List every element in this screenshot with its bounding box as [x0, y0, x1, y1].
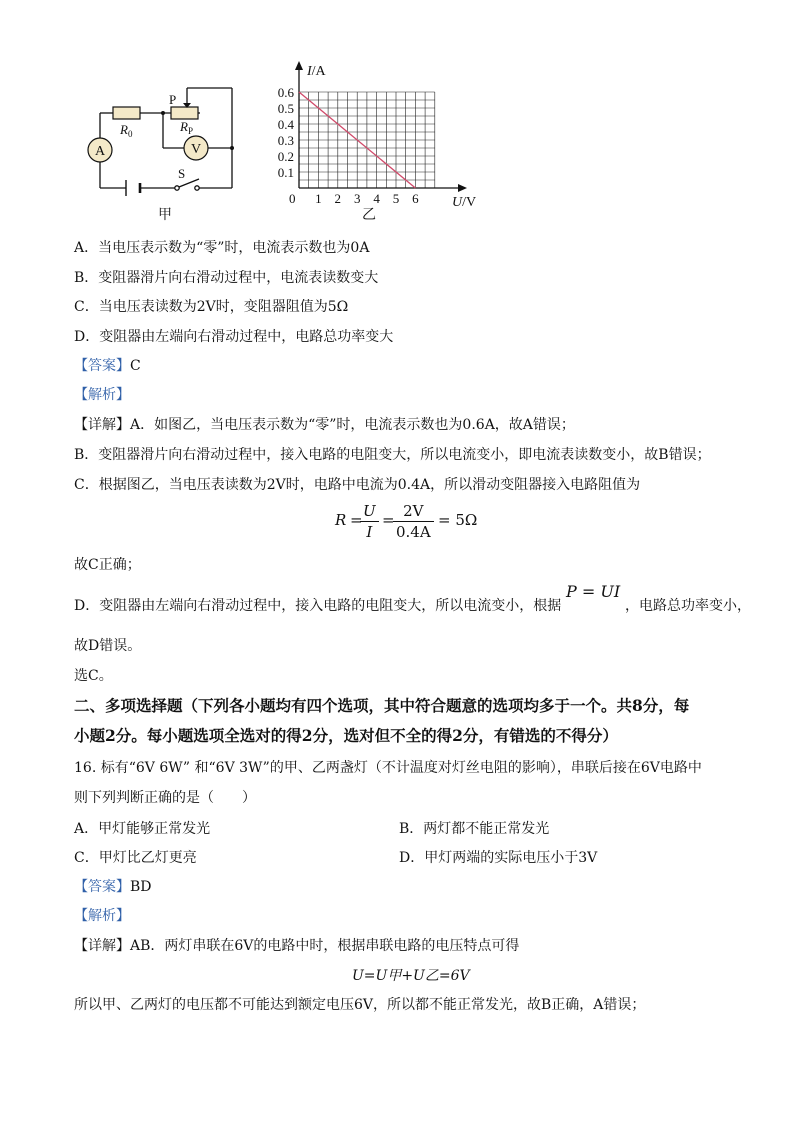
- y-axis-arrow: [295, 61, 303, 70]
- r0-label: $R_0$: [120, 122, 133, 139]
- battery: [126, 180, 140, 196]
- formula-frac-values: [393, 501, 434, 542]
- q16-detail-ab: [74, 936, 519, 956]
- x-axis-label: U/V: [452, 195, 477, 210]
- x-tick-label: 2: [334, 191, 342, 206]
- ammeter-label: A: [94, 144, 106, 159]
- origin-label: 0: [289, 191, 296, 206]
- formula-2v: 2V: [393, 501, 434, 522]
- y-tick-label: 0.5: [277, 101, 294, 116]
- detail-a-text: A．如图乙，当电压表示数为“零”时，电流表示数也为0.6A，故A错误；: [130, 417, 575, 433]
- rp-label: $R_P$: [180, 119, 193, 136]
- q15-option-a: A．当电压表示数为“零”时，电流表示数也为0A: [74, 240, 370, 256]
- q15-detail-d-1: D．变阻器由左端向右滑动过程中，接入电路的电阻变大，所以电流变小，根据: [74, 598, 562, 614]
- y-tick-label: 0.4: [277, 117, 294, 132]
- q15-detail-d-2: ，电路总功率变小，: [625, 598, 751, 614]
- q16-option-b: B．两灯都不能正常发光: [399, 821, 550, 837]
- q15-detail-b: B．变阻器滑片向右滑动过程中，接入电路的电阻变大，所以电流变小，即电流表读数变小，故B错误；: [74, 447, 711, 463]
- x-tick-label: 3: [353, 191, 361, 206]
- x-axis-arrow: [458, 184, 467, 192]
- detail-tag: 【详解】: [74, 417, 130, 433]
- q16-conclusion: 所以甲、乙两灯的电压都不可能达到额定电压6V，所以都不能正常发光，故B正确，A错误；: [74, 997, 646, 1013]
- detail-ab-text: AB．两灯串联在6V的电路中时，根据串联电路的电压特点可得: [130, 938, 520, 954]
- q16-answer: [74, 877, 152, 897]
- y-tick-label: 0.2: [277, 149, 294, 164]
- voltmeter: [184, 136, 208, 160]
- circuit-diagram: [100, 88, 232, 188]
- q15-conclusion-c: 故C正确；: [74, 557, 141, 573]
- formula-04a: 0.4A: [396, 523, 431, 541]
- answer-value: BD: [130, 879, 152, 895]
- formula-r: R: [335, 511, 347, 529]
- caption-jia: 甲: [158, 208, 172, 223]
- formula-result: = 5Ω: [438, 511, 478, 529]
- q15-answer: [74, 356, 141, 376]
- q15-detail-c: C．根据图乙，当电压表读数为2V时，电路中电流为0.4A，所以滑动变阻器接入电路阻值为: [74, 477, 641, 493]
- ammeter: [88, 138, 112, 162]
- section2-heading-2: 小题2分。每小题选项全选对的得2分，选对但不全的得2分，有错选的不得分）: [74, 726, 618, 745]
- caption-yi: 乙: [362, 208, 376, 223]
- y-axis-label: I/A: [307, 64, 326, 79]
- y-tick-label: 0.1: [277, 165, 294, 180]
- iu-chart: [278, 61, 476, 223]
- x-tick-label: 6: [412, 191, 419, 206]
- q16-analysis-tag: 【解析】: [74, 908, 130, 924]
- x-tick-label: 1: [315, 191, 322, 206]
- q16-option-c: C．甲灯比乙灯更亮: [74, 850, 197, 866]
- y-tick-label: 0.3: [277, 133, 294, 148]
- q16-option-a: A．甲灯能够正常发光: [74, 821, 211, 837]
- q16-stem-2: 则下列判断正确的是（ ）: [74, 790, 256, 806]
- formula-eq1: =: [350, 511, 363, 529]
- q15-choose: 选C。: [74, 668, 113, 684]
- q16-stem-1: 16. 标有“6V 6W” 和“6V 3W”的甲、乙两盏灯（不计温度对灯丝电阻的影响），串联后接在6V电路中: [74, 760, 702, 776]
- formula-u: U: [360, 501, 379, 522]
- formula-power: P = UI: [566, 582, 621, 601]
- y-tick-label: 0.6: [277, 85, 294, 100]
- q16-option-d: D．甲灯两端的实际电压小于3V: [399, 850, 598, 866]
- q15-option-c: C．当电压表读数为2V时，变阻器阻值为5Ω: [74, 299, 349, 315]
- q16-formula: U=U甲+U乙=6V: [352, 968, 470, 984]
- formula-frac-ui: [360, 501, 379, 542]
- figures: [0, 0, 800, 240]
- formula-eq2: =: [382, 511, 395, 529]
- voltmeter-label: V: [190, 142, 202, 157]
- r0-resistor: [113, 107, 140, 119]
- answer-tag: 【答案】: [74, 358, 130, 374]
- answer-tag: 【答案】: [74, 879, 130, 895]
- q15-option-b: B．变阻器滑片向右滑动过程中，电流表读数变大: [74, 270, 379, 286]
- q15-option-d: D．变阻器由左端向右滑动过程中，电路总功率变大: [74, 329, 394, 345]
- formula-i: I: [366, 523, 373, 541]
- section2-heading-1: 二、多项选择题（下列各小题均有四个选项，其中符合题意的选项均多于一个。共8分，每: [74, 696, 690, 715]
- slider-label: P: [169, 92, 177, 107]
- switch-label: S: [178, 166, 186, 181]
- q15-detail-d-3: 故D错误。: [74, 638, 142, 654]
- chart-axes: [295, 61, 467, 192]
- q15-detail-a: [74, 415, 575, 435]
- x-tick-label: 4: [373, 191, 380, 206]
- detail-tag: 【详解】: [74, 938, 130, 954]
- chart-grid: [299, 92, 435, 188]
- answer-value: C: [130, 358, 141, 374]
- q15-analysis-tag: 【解析】: [74, 387, 130, 403]
- x-tick-label: 5: [392, 191, 400, 206]
